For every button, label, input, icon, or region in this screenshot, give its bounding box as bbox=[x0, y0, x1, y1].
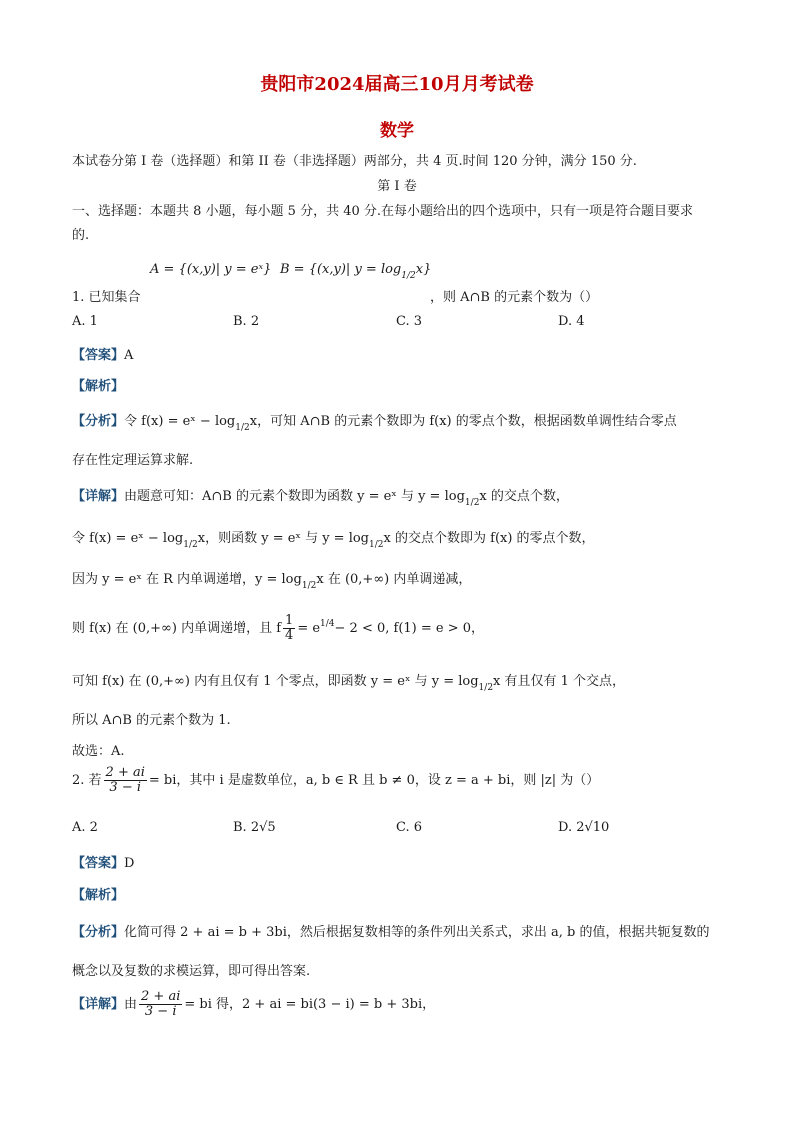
q1-stem-suffix: ，则 A∩B 的元素个数为（） bbox=[430, 290, 599, 305]
q2-stem: 2. 若 $\frac{2 + ai}{3 - i}$ = bi，其中 i 是虚数单位，a, b ∈ R 且 b ≠ 0，设 z = a + bi，则 |z| 为（） bbox=[72, 765, 600, 795]
q1-set-a: A = {(x,y)| y = eˣ} bbox=[150, 262, 272, 277]
volume-title: 第 I 卷 bbox=[377, 179, 417, 194]
intro-text: 本试卷分第 I 卷（选择题）和第 II 卷（非选择题）两部分，共 4 页.时间 120 分钟，满分 150 分. bbox=[72, 154, 637, 169]
q1-set-b: B = {(x,y)| $y = \log_{1/2}x$} bbox=[280, 262, 432, 281]
fraction-quarter: $\frac{1}{4}$ bbox=[285, 613, 294, 643]
q1-analysis-tag: 【解析】 bbox=[72, 379, 125, 394]
q2-option-b: B. 2√5 bbox=[233, 820, 276, 835]
q1-detail-line6: 所以 A∩B 的元素个数为 1. bbox=[72, 713, 231, 728]
q1-option-a: A. 1 bbox=[72, 314, 98, 329]
q2-option-c: C. 6 bbox=[396, 820, 423, 835]
q1-detail-line2: 令 f(x) = eˣ − $\log_{1/2}x$，则函数 y = eˣ 与 $y = \log_{1/2}x$ 的交点个数即为 f(x) 的零点个数， bbox=[72, 531, 595, 550]
q1-fenxi-line2: 存在性定理运算求解. bbox=[72, 453, 194, 468]
q2-answer: 【答案】D bbox=[72, 856, 135, 871]
q1-option-b: B. 2 bbox=[233, 314, 260, 329]
q2-option-d: D. 2√10 bbox=[558, 820, 610, 835]
q1-option-d: D. 4 bbox=[558, 314, 585, 329]
section-heading: 一、选择题：本题共 8 小题，每小题 5 分，共 40 分.在每小题给出的四个选项中，只有一项是符合题目要求 bbox=[72, 204, 694, 219]
exam-title: 贵阳市2024届高三10月月考试卷 bbox=[260, 74, 534, 95]
subject-title: 数学 bbox=[380, 121, 414, 141]
q1-stem-prefix: 1. 已知集合 bbox=[72, 290, 141, 305]
q1-detail-line1: 【详解】由题意可知：A∩B 的元素个数即为函数 y = eˣ 与 $y = \log_{1/2}x$ 的交点个数， bbox=[72, 489, 569, 508]
q2-fenxi-line1: 【分析】化简可得 2 + ai = b + 3bi，然后根据复数相等的条件列出关系式，求出 a, b 的值，根据共轭复数的 bbox=[72, 925, 710, 940]
q1-detail-line5: 可知 f(x) 在 (0,+∞) 内有且仅有 1 个零点，即函数 y = eˣ 与 $y = \log_{1/2}x$ 有且仅有 1 个交点， bbox=[72, 674, 626, 693]
q1-option-c: C. 3 bbox=[396, 314, 423, 329]
q1-answer: 【答案】A bbox=[72, 348, 134, 363]
q2-detail-fraction: $\frac{2 + ai}{3 - i}$ bbox=[141, 989, 181, 1019]
q2-detail-line1: 【详解】由 $\frac{2 + ai}{3 - i}$ = bi 得，2 + ai = bi(3 − i) = b + 3bi， bbox=[72, 989, 436, 1019]
q1-fenxi-line1: 【分析】令 f(x) = eˣ − $\log_{1/2}x$，可知 A∩B 的元素个数即为 f(x) 的零点个数，根据函数单调性结合零点 bbox=[72, 414, 677, 433]
q2-option-a: A. 2 bbox=[72, 820, 98, 835]
q1-detail-line3: 因为 y = eˣ 在 R 内单调递增，$y = \log_{1/2}x$ 在 (0,+∞) 内单调递减， bbox=[72, 572, 472, 591]
q2-fenxi-line2: 概念以及复数的求模运算，即可得出答案. bbox=[72, 964, 311, 979]
section-heading-cont: 的. bbox=[72, 228, 90, 243]
q1-detail-line4: 则 f(x) 在 (0,+∞) 内单调递增，且 f $\frac{1}{4}$ = $e^{1/4}- 2 < 0$, f(1) = e > 0， bbox=[72, 613, 485, 643]
q2-analysis-tag: 【解析】 bbox=[72, 888, 125, 903]
q1-choose: 故选：A. bbox=[72, 744, 125, 759]
q2-fraction: $\frac{2 + ai}{3 - i}$ bbox=[105, 765, 145, 795]
